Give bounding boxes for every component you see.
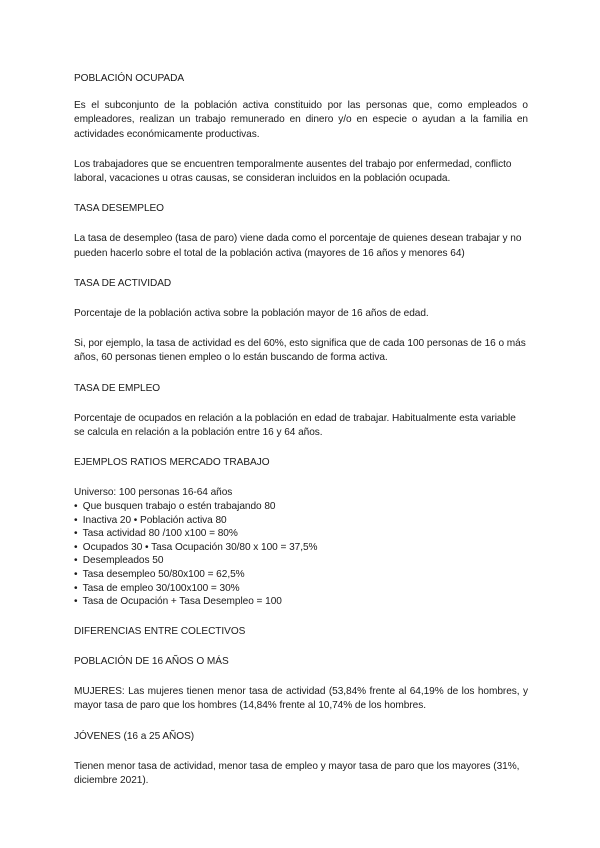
paragraph-tasa-desempleo: La tasa de desempleo (tasa de paro) viene dada como el porcentaje de quienes desean trabajar y no pueden hacerlo sobre el total de la población activa (mayores de 16 años y menores 64) <box>74 233 522 259</box>
list-item-text: Que busquen trabajo o estén trabajando 80 <box>82 501 276 513</box>
list-item <box>74 595 528 609</box>
heading-diferencias-colectivos: DIFERENCIAS ENTRE COLECTIVOS <box>74 625 246 637</box>
paragraph-poblacion-ocupada-ausentes: Los trabajadores que se encuentren temporalmente ausentes del trabajo por enfermedad, conflicto laboral, vacaciones u otras causas, se consideran incluidos en la población ocupada. <box>74 158 512 185</box>
heading-poblacion-16: POBLACIÓN DE 16 AÑOS O MÁS <box>74 656 229 667</box>
list-item-text: Tasa desempleo 50/80x100 = 62,5% <box>82 569 245 581</box>
list-item <box>74 514 528 528</box>
list-item <box>74 582 528 596</box>
list-item-text: Inactiva 20 • Población activa 80 <box>82 514 227 526</box>
heading-jovenes: JÓVENES (16 a 25 AÑOS) <box>74 730 195 742</box>
heading-tasa-desempleo: TASA DESEMPLEO <box>74 203 164 215</box>
list-item-text: Tasa de Ocupación + Tasa Desempleo = 100 <box>82 596 282 608</box>
bullet-icon: • <box>74 555 78 567</box>
paragraph-tasa-actividad-example: Si, por ejemplo, la tasa de actividad es del 60%, esto significa que de cada 100 personas de 16 o más años, 60 personas tienen empleo o lo están buscando de forma activa. <box>74 338 526 364</box>
heading-tasa-actividad: TASA DE ACTIVIDAD <box>74 277 172 289</box>
list-item <box>74 527 528 541</box>
heading-ejemplos-ratios: EJEMPLOS RATIOS MERCADO TRABAJO <box>74 457 270 469</box>
list-item-text: Tasa de empleo 30/100x100 = 30% <box>82 582 240 594</box>
list-item <box>74 500 528 514</box>
heading-tasa-empleo: TASA DE EMPLEO <box>74 382 161 394</box>
bullet-icon: • <box>74 596 78 608</box>
list-universe: Universo: 100 personas 16-64 años <box>74 487 233 499</box>
bullet-icon: • <box>74 582 78 594</box>
ejemplos-list <box>74 486 528 608</box>
paragraph-jovenes: Tienen menor tasa de actividad, menor tasa de empleo y mayor tasa de paro que los mayores (31%, diciembre 2021). <box>74 760 520 787</box>
list-item <box>74 568 528 582</box>
bullet-icon: • <box>74 528 78 540</box>
paragraph-tasa-actividad-definition: Porcentaje de la población activa sobre la población mayor de 16 años de edad. <box>74 308 429 320</box>
paragraph-poblacion-ocupada-definition: Es el subconjunto de la población activa constituido por las personas que, como empleados o empleadores, realizan un trabajo remunerado en dinero y/o en especie o ayudan a la familia en actividades económicamente productivas. <box>74 100 528 140</box>
bullet-icon: • <box>74 569 78 581</box>
list-item-text: Desempleados 50 <box>82 555 164 567</box>
list-item <box>74 554 528 568</box>
list-item <box>74 541 528 555</box>
bullet-icon: • <box>74 501 78 513</box>
bullet-icon: • <box>74 541 78 553</box>
heading-poblacion-ocupada: POBLACIÓN OCUPADA <box>74 73 185 84</box>
list-item-text: Tasa actividad 80 /100 x100 = 80% <box>82 528 238 540</box>
bullet-icon: • <box>74 514 78 526</box>
list-item-text: Ocupados 30 • Tasa Ocupación 30/80 x 100 = 37,5% <box>82 541 318 553</box>
paragraph-mujeres: MUJERES: Las mujeres tienen menor tasa de actividad (53,84% frente al 64,19% de los hombres, y mayor tasa de paro que los hombres (14,84% frente al 10,74% de los hombres. <box>74 686 528 712</box>
paragraph-tasa-empleo: Porcentaje de ocupados en relación a la población en edad de trabajar. Habitualmente esta variable se calcula en relación a la población entre 16 y 64 años. <box>74 412 516 439</box>
